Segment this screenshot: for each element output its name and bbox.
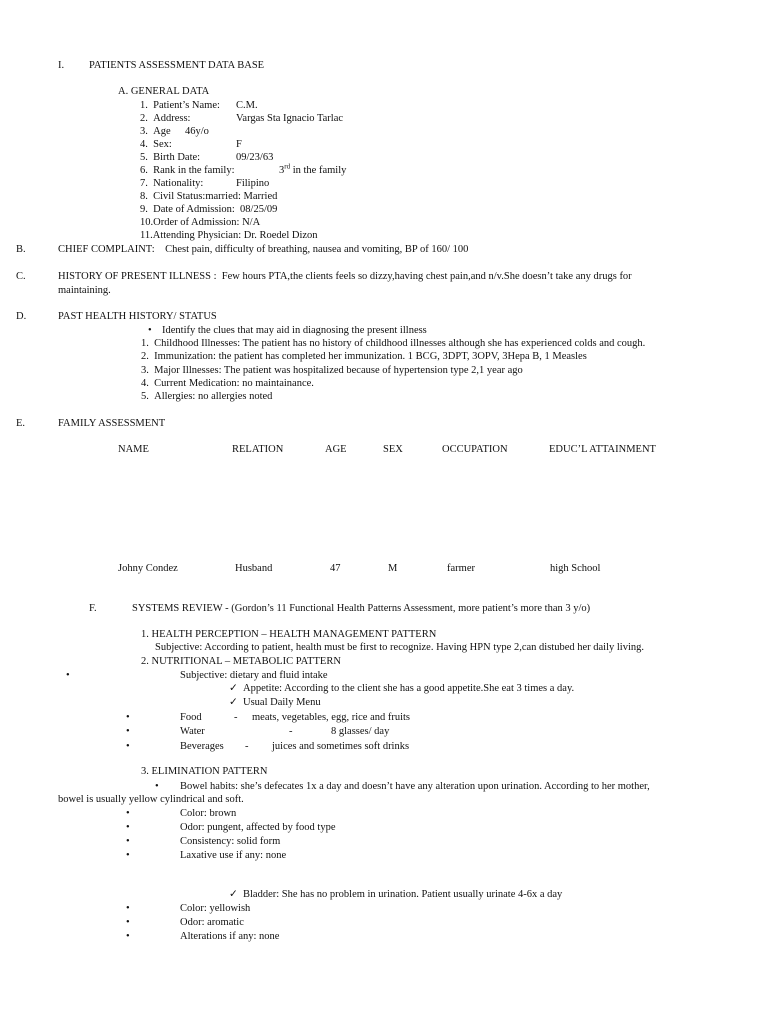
hpi-letter: C.	[16, 271, 26, 282]
past-item-1: 1. Childhood Illnesses: The patient has no history of childhood illnesses although she has experienced colds and cough.	[141, 338, 646, 349]
bullet-icon: •	[126, 726, 130, 737]
general-item-7: 7. Nationality:	[140, 178, 204, 189]
water-value: 8 glasses/ day	[331, 726, 390, 737]
list-item: Odor: aromatic	[180, 917, 244, 928]
food-value: meats, vegetables, egg, rice and fruits	[252, 712, 411, 723]
section-i-number: I.	[58, 60, 65, 71]
family-letter: E.	[16, 418, 26, 429]
past-letter: D.	[16, 311, 27, 322]
water-label: Water	[180, 726, 205, 737]
food-dash: -	[234, 712, 238, 723]
food-label: Food	[180, 712, 202, 723]
general-item-3: 3. Age	[140, 126, 171, 137]
pattern-2-menu: Usual Daily Menu	[243, 697, 321, 708]
bullet-icon: •	[66, 670, 70, 681]
bullet-icon: •	[155, 781, 159, 792]
cell-relation: Husband	[235, 563, 273, 574]
chief-complaint: CHIEF COMPLAINT: Chest pain, difficulty of breathing, nausea and vomiting, BP of 160/ 100	[58, 244, 469, 255]
systems-letter: F.	[89, 603, 97, 614]
pattern-2-heading: 2. NUTRITIONAL – METABOLIC PATTERN	[141, 656, 341, 667]
pattern-2-subjective: Subjective: dietary and fluid intake	[180, 670, 328, 681]
general-item-2: 2. Address:	[140, 113, 191, 124]
hpi-line-1: HISTORY OF PRESENT ILLNESS : Few hours PTA,the clients feels so dizzy,having chest pain,and n/v.She doesn’t take any drugs for	[58, 271, 632, 282]
past-item-3: 3. Major Illnesses: The patient was hospitalized because of hypertension type 2,1 year ago	[141, 365, 523, 376]
list-item: Color: brown	[180, 808, 237, 819]
past-bullet: Identify the clues that may aid in diagnosing the present illness	[162, 325, 427, 336]
general-item-4: 4. Sex:	[140, 139, 172, 150]
past-title: PAST HEALTH HISTORY/ STATUS	[58, 311, 217, 322]
general-item-10: 10.Order of Admission: N/A	[140, 217, 261, 228]
column-header-name: NAME	[118, 444, 149, 455]
check-icon: ✓	[229, 889, 238, 900]
section-i-title: PATIENTS ASSESSMENT DATA BASE	[89, 60, 265, 71]
list-item: Alterations if any: none	[180, 931, 280, 942]
cell-occupation: farmer	[447, 563, 475, 574]
beverages-dash: -	[245, 741, 249, 752]
beverages-value: juices and sometimes soft drinks	[272, 741, 410, 752]
cell-age: 47	[330, 563, 341, 574]
bladder-line: Bladder: She has no problem in urination. Patient usually urinate 4-6x a day	[243, 889, 563, 900]
column-header-relation: RELATION	[232, 444, 284, 455]
bullet-icon: •	[126, 741, 130, 752]
column-header-occupation: OCCUPATION	[442, 444, 508, 455]
bullet-icon: •	[126, 836, 130, 847]
chief-letter: B.	[16, 244, 26, 255]
list-item: Color: yellowish	[180, 903, 251, 914]
check-icon: ✓	[229, 683, 238, 694]
general-item-8: 8. Civil Status:married: Married	[140, 191, 278, 202]
cell-sex: M	[388, 563, 398, 574]
list-item: Odor: pungent, affected by food type	[180, 822, 336, 833]
general-item-11: 11.Attending Physician: Dr. Roedel Dizon	[140, 230, 318, 241]
pattern-2-appetite: Appetite: According to the client she has a good appetite.She eat 3 times a day.	[243, 683, 575, 694]
general-item-7-value: Filipino	[236, 178, 270, 189]
column-header-education: EDUC’L ATTAINMENT	[549, 444, 656, 455]
general-item-9: 9. Date of Admission: 08/25/09	[140, 204, 278, 215]
bullet-icon: •	[126, 712, 130, 723]
cell-name: Johny Condez	[118, 563, 178, 574]
bowel-line-2: bowel is usually yellow cylindrical and soft.	[58, 794, 244, 805]
bullet-icon: •	[148, 325, 152, 336]
general-item-5-value: 09/23/63	[236, 152, 274, 163]
cell-education: high School	[550, 563, 601, 574]
bullet-icon: •	[126, 822, 130, 833]
check-icon: ✓	[229, 697, 238, 708]
general-item-6-value: 3rd in the family	[279, 162, 347, 176]
general-item-1-value: C.M.	[236, 100, 258, 111]
column-header-age: AGE	[325, 444, 347, 455]
list-item: Laxative use if any: none	[180, 850, 287, 861]
water-dash: -	[289, 726, 293, 737]
past-item-5: 5. Allergies: no allergies noted	[141, 391, 273, 402]
general-item-5: 5. Birth Date:	[140, 152, 201, 163]
pattern-1-text: Subjective: According to patient, health must be first to recognize. Having HPN type 2,can distubed her daily living.	[155, 642, 645, 653]
bullet-icon: •	[126, 903, 130, 914]
general-item-6: 6. Rank in the family:	[140, 165, 235, 176]
past-item-2: 2. Immunization: the patient has completed her immunization. 1 BCG, 3DPT, 3OPV, 3Hepa B, 1 Measles	[141, 351, 587, 362]
pattern-3-heading: 3. ELIMINATION PATTERN	[141, 766, 268, 777]
bullet-icon: •	[126, 917, 130, 928]
family-title: FAMILY ASSESSMENT	[58, 418, 166, 429]
general-item-2-value: Vargas Sta Ignacio Tarlac	[236, 113, 344, 124]
column-header-sex: SEX	[383, 444, 403, 455]
beverages-label: Beverages	[180, 741, 224, 752]
general-data-title: A. GENERAL DATA	[118, 86, 210, 97]
hpi-line-2: maintaining.	[58, 285, 111, 296]
systems-title: SYSTEMS REVIEW - (Gordon’s 11 Functional Health Patterns Assessment, more patient’s more than 3 y/o)	[132, 603, 591, 614]
general-item-3-value: 46y/o	[185, 126, 209, 137]
pattern-1-heading: 1. HEALTH PERCEPTION – HEALTH MANAGEMENT PATTERN	[141, 629, 437, 640]
past-item-4: 4. Current Medication: no maintainance.	[141, 378, 314, 389]
bullet-icon: •	[126, 850, 130, 861]
general-item-1: 1. Patient’s Name:	[140, 100, 220, 111]
list-item: Consistency: solid form	[180, 836, 281, 847]
bullet-icon: •	[126, 931, 130, 942]
bullet-icon: •	[126, 808, 130, 819]
general-item-4-value: F	[236, 139, 242, 150]
bowel-line-1: Bowel habits: she’s defecates 1x a day and doesn’t have any alteration upon urination. According to her mother,	[180, 781, 650, 792]
